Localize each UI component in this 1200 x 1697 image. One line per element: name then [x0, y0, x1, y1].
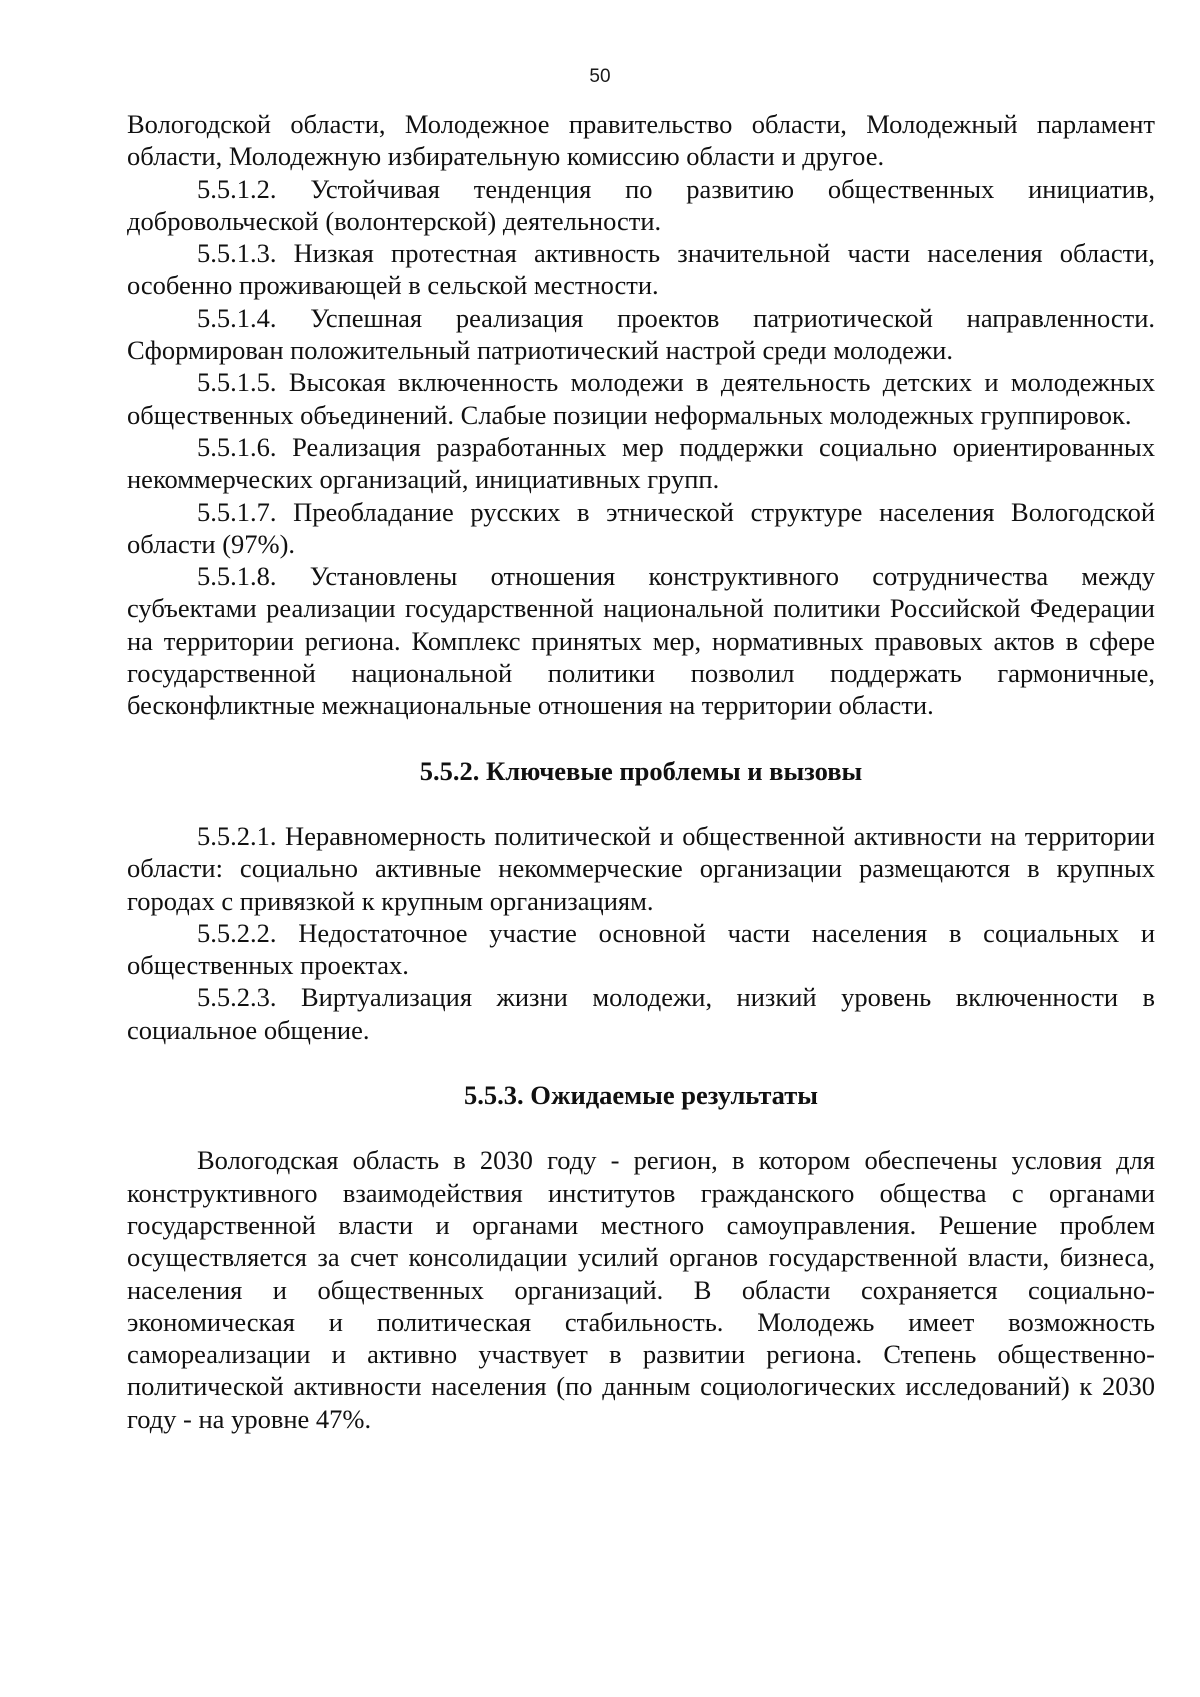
item-5-5-1-4: 5.5.1.4. Успешная реализация проектов патриотической направленности. Сформирован положительный патриотический настрой среди молодежи. — [127, 302, 1155, 366]
page-number: 50 — [589, 66, 611, 87]
section-heading-5-5-3: 5.5.3. Ожидаемые результаты — [464, 1080, 818, 1111]
page-content — [127, 108, 1155, 1435]
item-5-5-2-3: 5.5.2.3. Виртуализация жизни молодежи, низкий уровень включенности в социальное общение. — [127, 982, 1155, 1045]
spacer — [127, 1046, 1155, 1079]
item-5-5-1-5: 5.5.1.5. Высокая включенность молодежи в деятельность детских и молодежных общественных объединений. Слабые позиции неформальных молодежных группировок. — [127, 367, 1155, 430]
spacer — [127, 787, 1155, 820]
item-5-5-2-2: 5.5.2.2. Недостаточное участие основной части населения в социальных и общественных проектах. — [127, 917, 1155, 981]
item-5-5-1-3: 5.5.1.3. Низкая протестная активность значительной части населения области, особенно проживающей в сельской местности. — [127, 238, 1155, 301]
item-5-5-1-8: 5.5.1.8. Установлены отношения конструктивного сотрудничества между субъектами реализации государственной национальной политики Российской Федерации на территории региона. Комплекс принятых мер, нормативных правовых актов в сфере государственной национальной политики позволил поддержать гармоничные, бесконфликтные межнациональные отношения на территории области. — [127, 561, 1155, 721]
spacer — [127, 1111, 1155, 1144]
item-5-5-1-2: 5.5.1.2. Устойчивая тенденция по развитию общественных инициатив, добровольческой (волонтерской) деятельности. — [127, 173, 1155, 236]
item-5-5-2-1: 5.5.2.1. Неравномерность политической и общественной активности на территории области: социально активные некоммерческие организации размещаются в крупных городах с привязкой к крупным организациям. — [127, 820, 1155, 916]
section-heading-5-5-2: 5.5.2. Ключевые проблемы и вызовы — [419, 755, 863, 786]
intro-paragraph: Вологодской области, Молодежное правительство области, Молодежный парламент области, Молодежную избирательную комиссию области и другое. — [127, 109, 1155, 172]
item-5-5-1-6: 5.5.1.6. Реализация разработанных мер поддержки социально ориентированных некоммерческих организаций, инициативных групп. — [127, 431, 1155, 495]
expected-results-paragraph: Вологодская область в 2030 году - регион, в котором обеспечены условия для конструктивного взаимодействия институтов гражданского общества с органами государственной власти и органами местного самоуправления. Решение проблем осуществляется за счет консолидации усилий органов государственной власти, бизнеса, населения и общественных организаций. В области сохраняется социально-экономическая и политическая стабильность. Молодежь имеет возможность самореализации и активно участвует в развитии региона. Степень общественно-политической активности населения (по данным социологических исследований) к 2030 году - на уровне 47%. — [127, 1145, 1155, 1434]
item-5-5-1-7: 5.5.1.7. Преобладание русских в этнической структуре населения Вологодской области (97%). — [127, 496, 1155, 559]
spacer — [127, 722, 1155, 755]
